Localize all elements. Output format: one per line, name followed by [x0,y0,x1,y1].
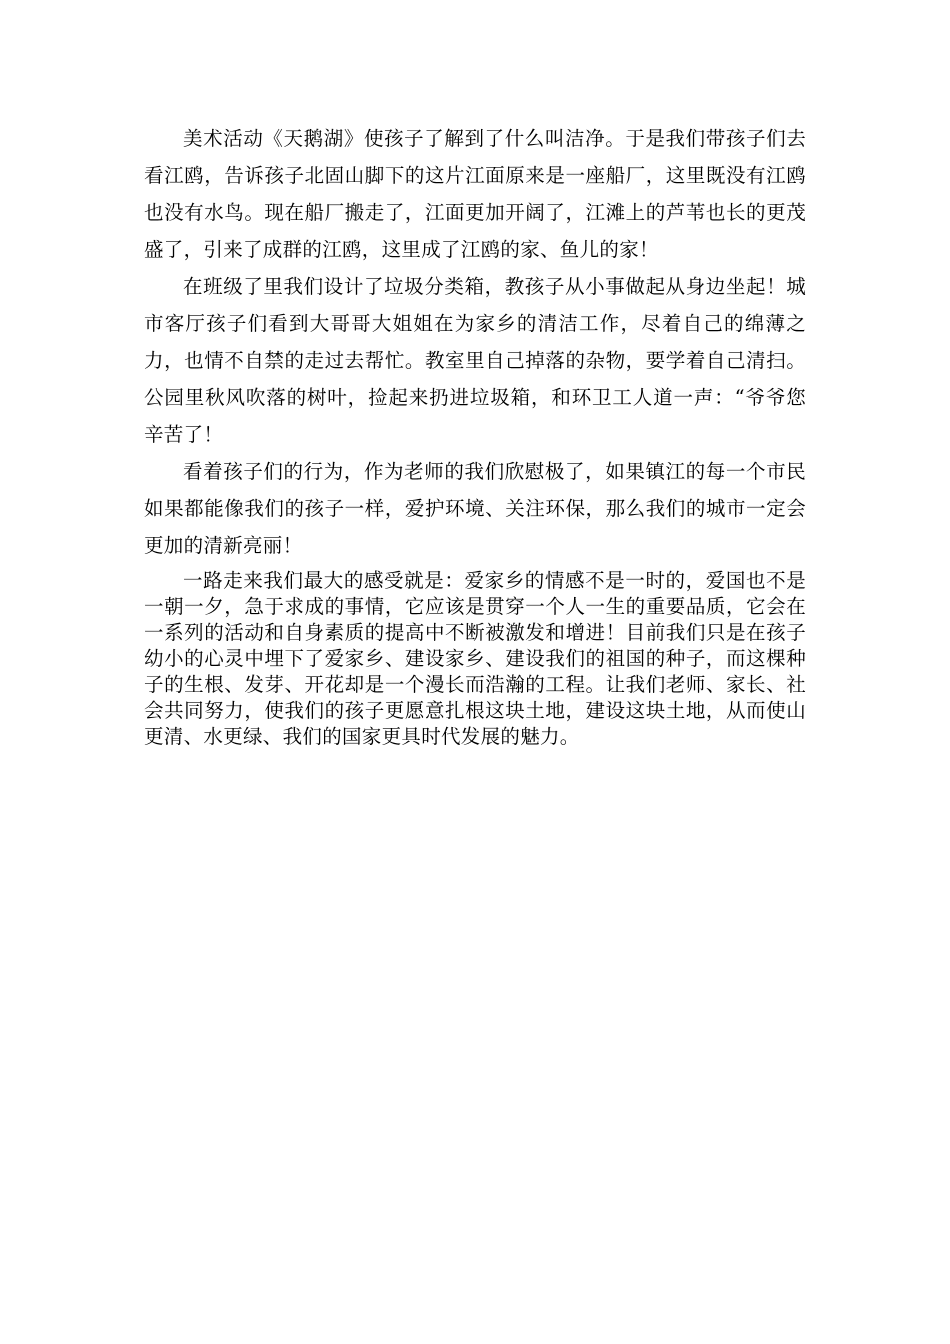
paragraph-teacher-reflection: 看着孩子们的行为，作为老师的我们欣慰极了，如果镇江的每一个市民如果都能像我们的孩子一样，爱护环境、关注环保，那么我们的城市一定会更加的清新亮丽！ [144,460,806,557]
paragraph-garbage-sorting: 在班级了里我们设计了垃圾分类箱，教孩子从小事做起从身边坐起！城市客厅孩子们看到大哥哥大姐姐在为家乡的清洁工作，尽着自己的绵薄之力，也情不自禁的走过去帮忙。教室里自己掉落的杂物，要学着自己清扫。公园里秋风吹落的树叶，捡起来扔进垃圾箱，和环卫工人道一声：“爷爷您辛苦了！ [144,275,806,446]
paragraph-conclusion: 一路走来我们最大的感受就是：爱家乡的情感不是一时的，爱国也不是一朝一夕，急于求成的事情，它应该是贯穿一个人一生的重要品质，它会在一系列的活动和自身素质的提高中不断被激发和增进！目前我们只是在孩子幼小的心灵中埋下了爱家乡、建设家乡、建设我们的祖国的种子，而这棵种子的生根、发芽、开花却是一个漫长而浩瀚的工程。让我们老师、家长、社会共同努力，使我们的孩子更愿意扎根这块土地，建设这块土地，从而使山更清、水更绿、我们的国家更具时代发展的魅力。 [144,569,806,748]
paragraph-swan-lake-activity: 美术活动《天鹅湖》使孩子了解到了什么叫洁净。于是我们带孩子们去看江鸥，告诉孩子北固山脚下的这片江面原来是一座船厂，这里既没有江鸥也没有水鸟。现在船厂搬走了，江面更加开阔了，江滩上的芦苇也长的更茂盛了，引来了成群的江鸥，这里成了江鸥的家、鱼儿的家！ [144,127,806,261]
document-page [144,120,806,750]
